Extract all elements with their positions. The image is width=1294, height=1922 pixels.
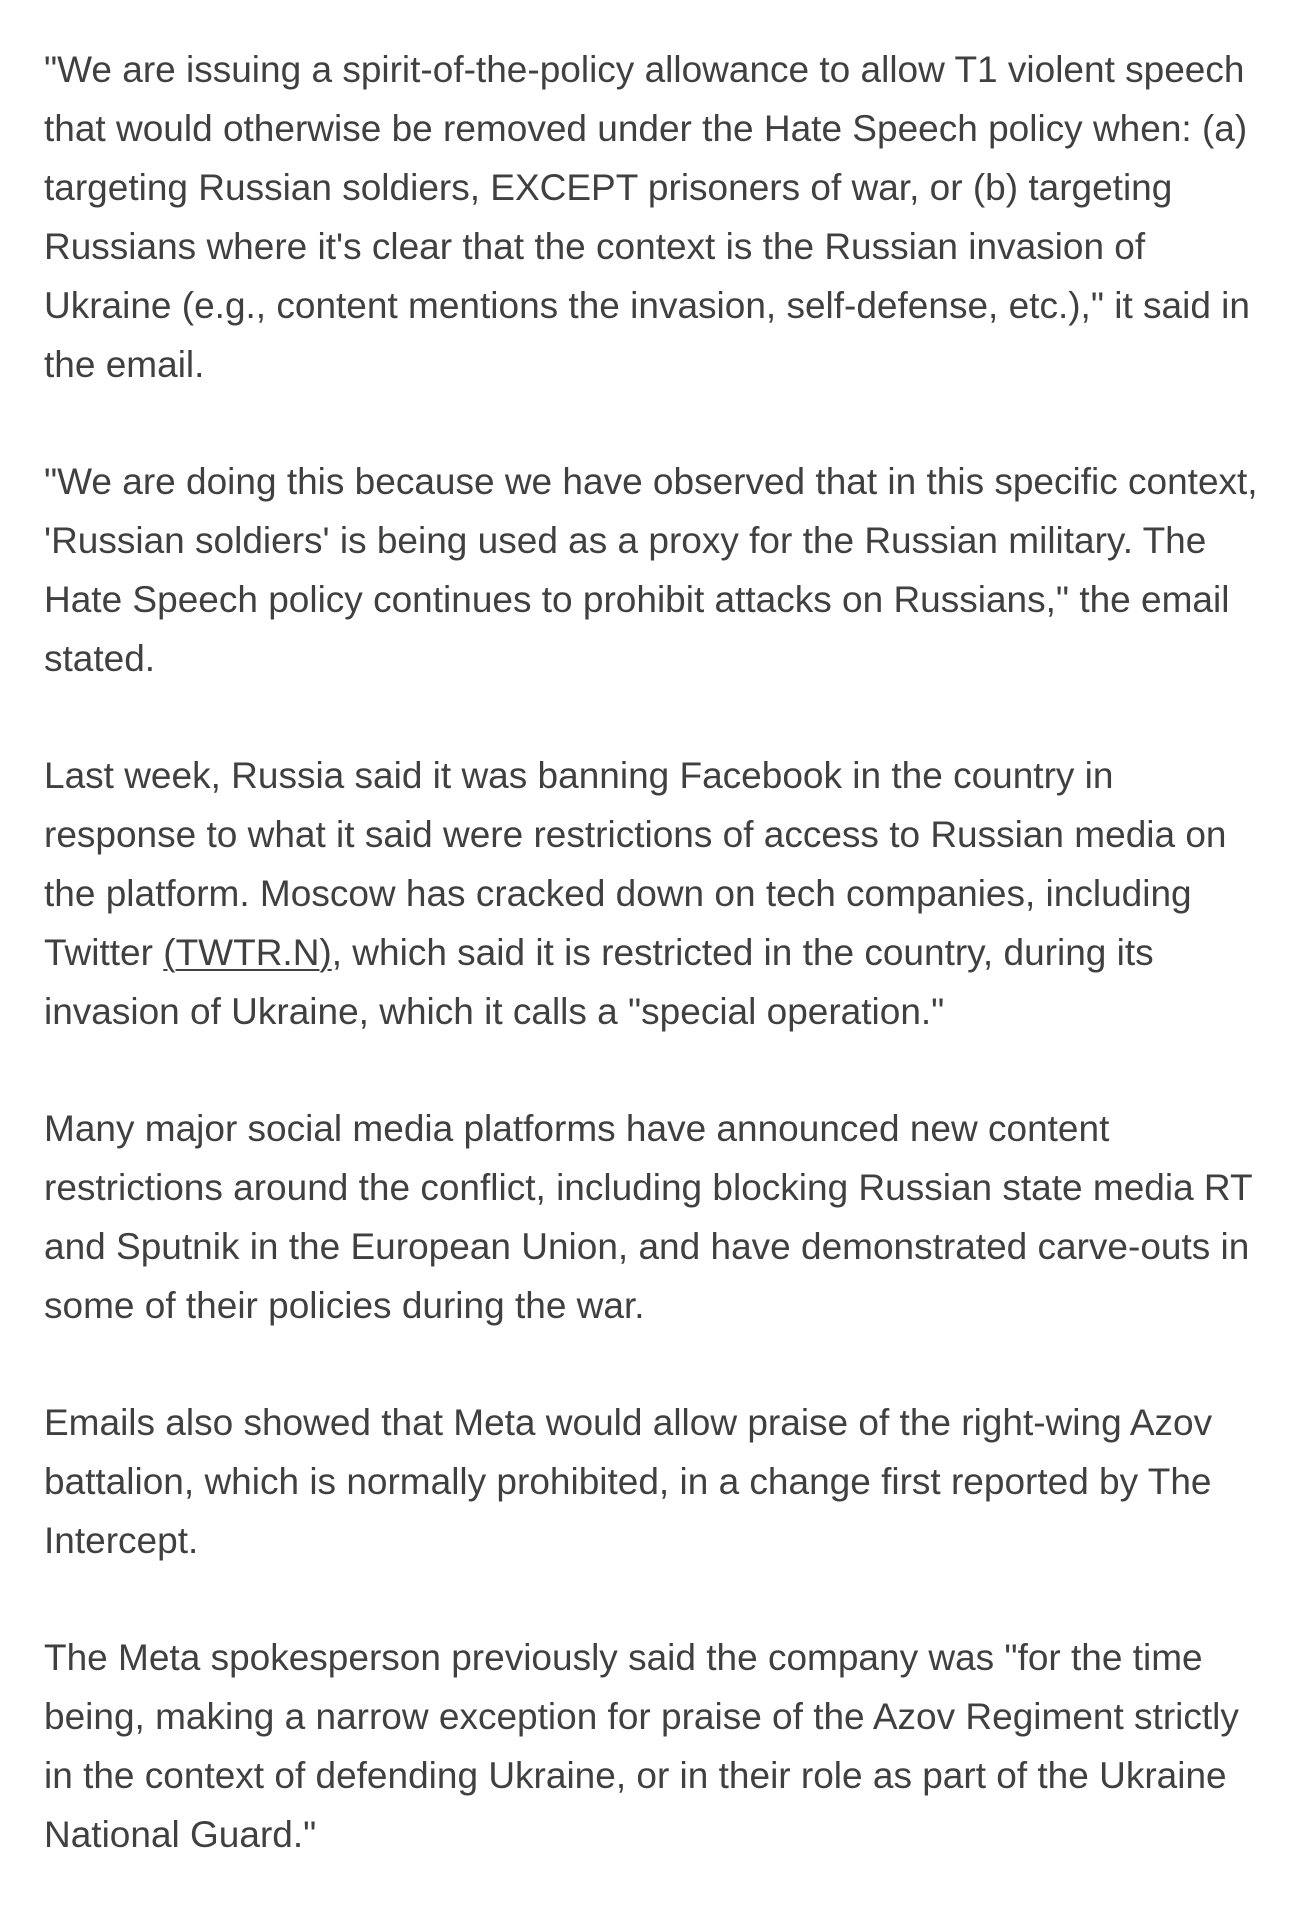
- paragraph-russia-ban-text-end: , which said it is restricted in the country, during its invasion of Ukraine, which it calls a "special operation.": [44, 932, 1154, 1032]
- paragraph-azov-emails: Emails also showed that Meta would allow praise of the right-wing Azov battalion, which is normally prohibited, in a change first reported by The Intercept.: [44, 1402, 1213, 1561]
- paragraph-proxy-explanation: "We are doing this because we have observed that in this specific context, 'Russian soldiers' is being used as a proxy for the Russian military. The Hate Speech policy continues to prohibit attacks on Russians," the email stated.: [44, 461, 1258, 679]
- paragraph-policy-allowance: "We are issuing a spirit-of-the-policy allowance to allow T1 violent speech that would otherwise be removed under the Hate Speech policy when: (a) targeting Russian soldiers, EXCEPT prisoners of war, or (b) targeting Russians where it's clear that the context is the Russian invasion of Ukraine (e.g., content mentions the invasion, self-defense, etc.)," it said in the email.: [44, 49, 1250, 385]
- paragraph-russia-ban-text-start: Last week, Russia said it was banning Facebook in the country in response to what it said were restrictions of access to Russian media on the platform. Moscow has cracked down on tech companies, including Twitter: [44, 755, 1227, 973]
- paragraph-spokesperson-quote: The Meta spokesperson previously said the company was "for the time being, making a narrow exception for praise of the Azov Regiment strictly in the context of defending Ukraine, or in their role as part of the Ukraine National Guard.": [44, 1637, 1239, 1855]
- paragraph-russia-ban: [44, 746, 1264, 1041]
- article-body: [44, 40, 1264, 1922]
- twitter-ticker-link[interactable]: (TWTR.N): [163, 932, 332, 973]
- paragraph-platform-restrictions: Many major social media platforms have announced new content restrictions around the conflict, including blocking Russian state media RT and Sputnik in the European Union, and have demonstrated carve-outs in some of their policies during the war.: [44, 1108, 1252, 1326]
